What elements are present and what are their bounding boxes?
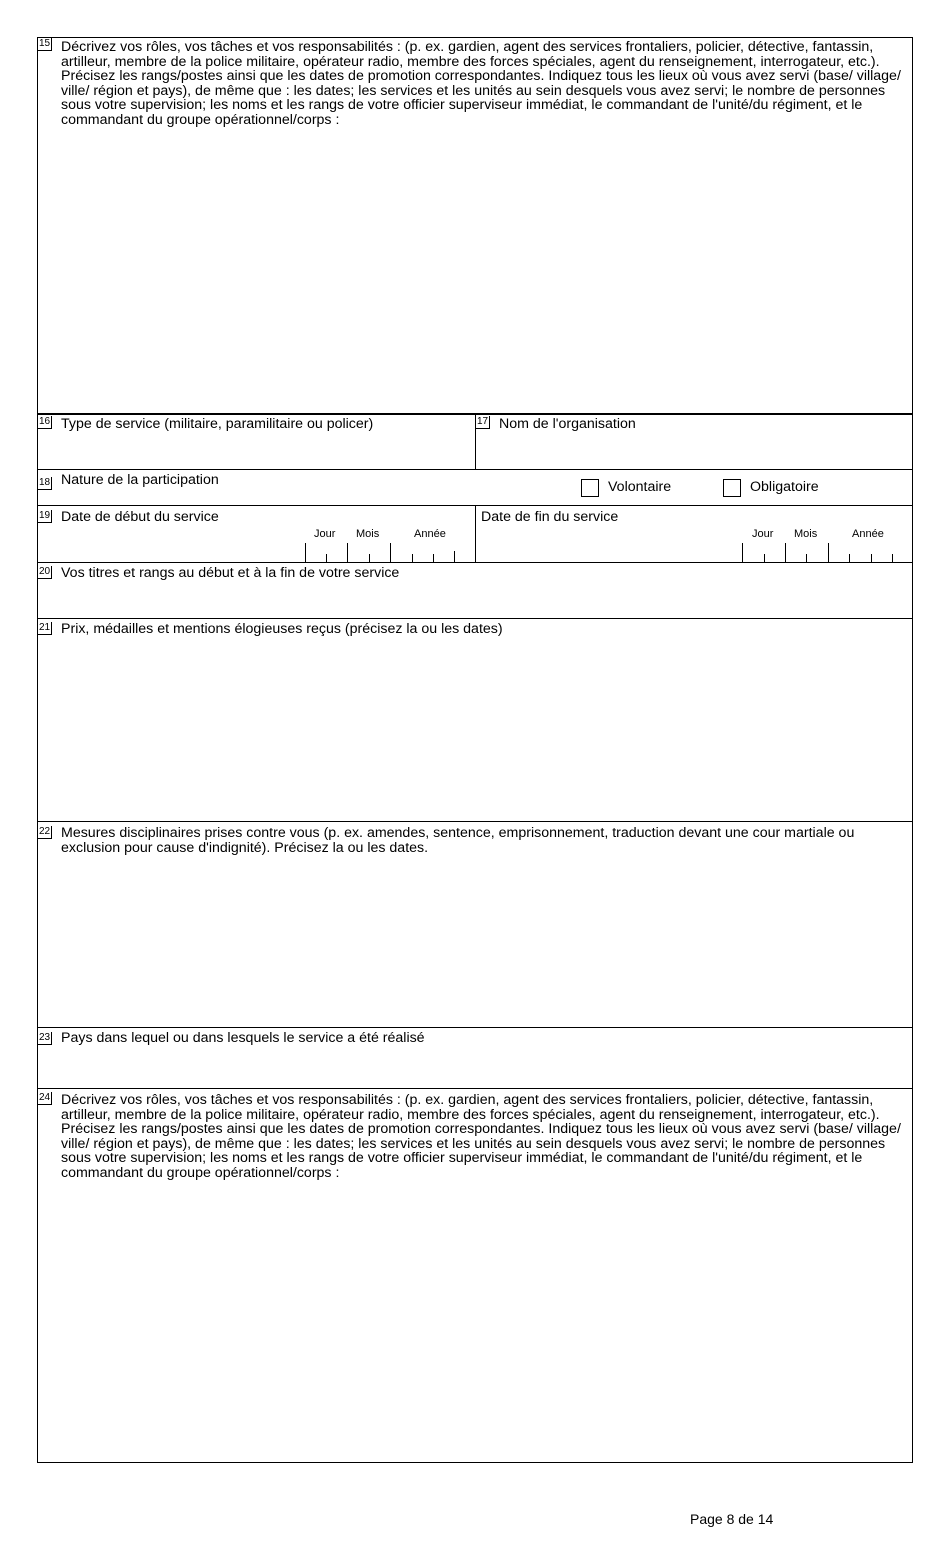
service-end-date-label: Date de fin du service: [481, 509, 619, 525]
date-tick: [412, 554, 413, 562]
mandatory-checkbox[interactable]: [723, 479, 741, 497]
end-day-label: Jour: [752, 528, 774, 540]
service-start-date-input[interactable]: [304, 542, 464, 562]
start-month-label: Mois: [356, 528, 380, 540]
date-tick: [305, 543, 306, 562]
date-tick: [433, 554, 434, 562]
date-tick: [764, 554, 765, 562]
roles-duties-field[interactable]: [38, 150, 912, 412]
voluntary-label: Volontaire: [608, 479, 672, 495]
organization-name-label: Nom de l'organisation: [499, 416, 636, 432]
field-number-23: 23: [39, 1032, 51, 1043]
date-tick: [785, 543, 786, 562]
divider: [38, 469, 912, 470]
field-number-15: 15: [39, 38, 51, 49]
roles-duties-instructions: Décrivez vos rôles, vos tâches et vos responsabilités : (p. ex. gardien, agent des services frontaliers, policier, détective, fantassin, artilleur, membre de la police militaire, opérateur radio, membre des forces spéciales, agent du renseignement, interrogateur, etc.). Précisez les rangs/postes ainsi que les dates de promotion correspondantes. Indiquez tous les lieux où vous avez servi (base/ village/ ville/ région et pays), de même que : les dates; les services et les unités au sein desquels vous avez servi; le nombre de personnes sous votre supervision; les noms et les rangs de votre officier superviseur immédiat, le commandant de l'unité/du régiment, et le commandant du groupe opérationnel/corps :: [61, 39, 901, 128]
date-tick: [390, 543, 391, 562]
end-month-label: Mois: [794, 528, 818, 540]
divider: [38, 1027, 912, 1028]
form-page: [37, 37, 913, 1463]
start-year-label: Année: [414, 528, 446, 540]
field-number-19: 19: [39, 510, 51, 521]
service-end-date-input[interactable]: [742, 542, 902, 562]
service-start-date-label: Date de début du service: [61, 509, 219, 525]
date-tick: [892, 554, 893, 562]
divider: [38, 1088, 912, 1089]
date-tick: [828, 543, 829, 562]
service-type-label: Type de service (militaire, paramilitaire ou policer): [61, 416, 374, 432]
field-number-18: 18: [39, 477, 51, 488]
disciplinary-measures-field[interactable]: [38, 860, 912, 1026]
field-number-17: 17: [477, 416, 489, 427]
date-tick: [326, 554, 327, 562]
countries-label: Pays dans lequel ou dans lesquels le service a été réalisé: [61, 1030, 425, 1046]
awards-field[interactable]: [38, 640, 912, 820]
date-tick: [806, 554, 807, 562]
field-number-21: 21: [39, 622, 51, 633]
date-tick: [454, 551, 455, 562]
field-number-22: 22: [39, 826, 51, 837]
column-divider: [475, 506, 476, 562]
titles-ranks-label: Vos titres et rangs au début et à la fin de votre service: [61, 565, 400, 581]
roles-duties-instructions-2: Décrivez vos rôles, vos tâches et vos responsabilités : (p. ex. gardien, agent des services frontaliers, policier, détective, fantassin, artilleur, membre de la police militaire, opérateur radio, membre des forces spéciales, agent du renseignement, interrogateur, etc.). Précisez les rangs/postes ainsi que les dates de promotion correspondantes. Indiquez tous les lieux où vous avez servi (base/ village/ ville/ région et pays), de même que : les dates; les services et les unités au sein desquels vous avez servi; le nombre de personnes sous votre supervision; les noms et les rangs de votre officier superviseur immédiat, le commandant de l'unité/du régiment, et le commandant du groupe opérationnel/corps :: [61, 1092, 901, 1181]
divider: [38, 618, 912, 619]
divider: [38, 562, 912, 563]
date-tick: [871, 554, 872, 562]
countries-field[interactable]: [38, 1049, 912, 1087]
date-tick: [369, 554, 370, 562]
disciplinary-measures-label: Mesures disciplinaires prises contre vous (p. ex. amendes, sentence, emprisonnement, traduction devant une cour martiale ou exclusion pour cause d'indignité). Précisez la ou les dates.: [61, 825, 855, 856]
roles-duties-field-2[interactable]: [38, 1203, 912, 1461]
mandatory-label: Obligatoire: [750, 479, 819, 495]
date-tick: [742, 543, 743, 562]
organization-name-field[interactable]: [476, 434, 912, 468]
date-tick: [849, 554, 850, 562]
page-number: Page 8 de 14: [690, 1511, 774, 1527]
awards-label: Prix, médailles et mentions élogieuses reçus (précisez la ou les dates): [61, 621, 503, 637]
field-number-20: 20: [39, 566, 51, 577]
start-day-label: Jour: [314, 528, 336, 540]
field-number-16: 16: [39, 416, 51, 427]
date-tick: [347, 543, 348, 562]
voluntary-checkbox[interactable]: [581, 479, 599, 497]
divider: [38, 821, 912, 822]
field-number-24: 24: [39, 1092, 51, 1103]
service-type-field[interactable]: [38, 434, 475, 468]
end-year-label: Année: [852, 528, 884, 540]
titles-ranks-field[interactable]: [38, 584, 912, 617]
participation-nature-label: Nature de la participation: [61, 472, 219, 488]
